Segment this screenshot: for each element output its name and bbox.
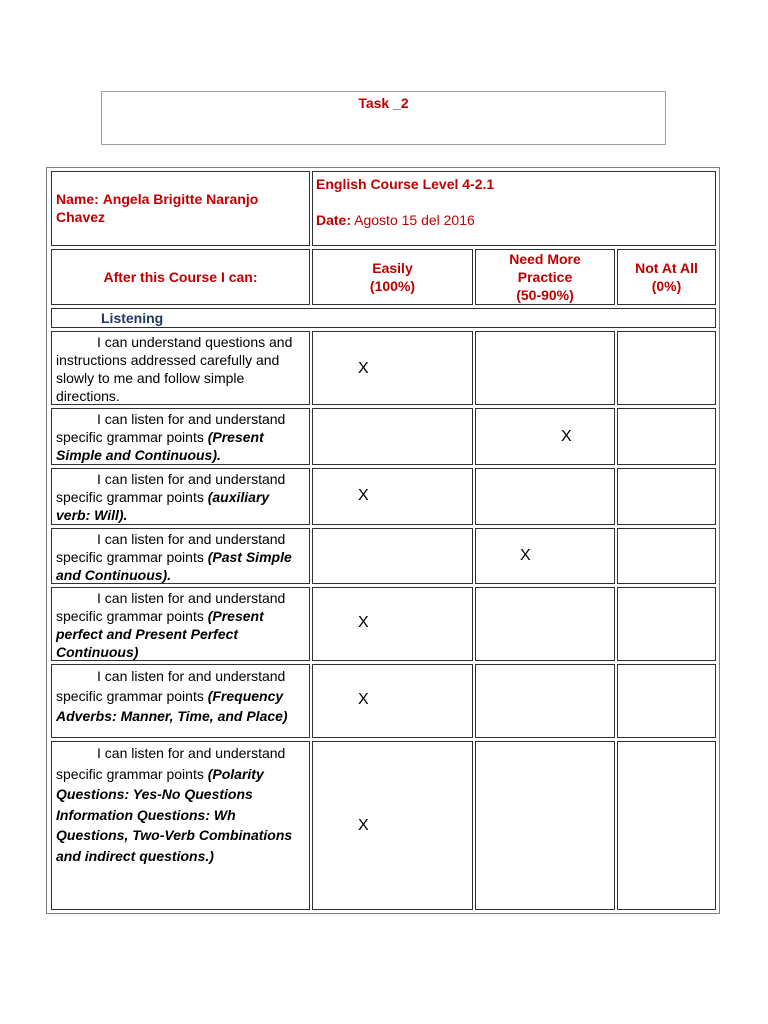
check-mark: X [358,691,369,708]
course-info-cell [312,171,716,246]
check-mark: X [561,428,572,445]
task-title: Task _2 [358,95,409,111]
date-label: Date: [316,212,352,228]
section-listening-row [51,308,716,328]
table-row-not-at-all [617,331,716,405]
column-header-need-more-practice: Need More Practice (50-90%) [475,249,615,305]
table-row-practice [475,468,615,525]
check-mark: X [358,614,369,631]
table-row-description: I can understand questions and instructions addressed carefully and slowly to me and follow simple directions. [51,331,310,405]
table-row-description: I can listen for and understand specific grammar points (auxiliary verb: Will). [51,468,310,525]
table-row-not-at-all [617,664,716,738]
column-header-can: After this Course I can: [51,249,310,305]
check-mark: X [520,547,531,564]
date-line [316,211,711,229]
self-assessment-table [46,167,720,914]
table-row-easily [312,408,473,465]
table-row-not-at-all [617,741,716,910]
section-listening-label: Listening [101,310,164,326]
table-row-practice [475,528,615,584]
table-row-description: I can listen for and understand specific grammar points (Frequency Adverbs: Manner, Time, and Place) [51,664,310,738]
name-label: Name: [56,191,99,207]
table-row-practice [475,587,615,661]
student-name-cell [51,171,310,246]
column-header-easily: Easily (100%) [312,249,473,305]
task-box [101,91,666,145]
table-row-practice [475,664,615,738]
table-row-easily [312,741,473,910]
table-row-practice [475,408,615,465]
table-row-easily [312,331,473,405]
table-row-easily [312,528,473,584]
check-mark: X [358,360,369,377]
table-row-not-at-all [617,587,716,661]
table-row-easily [312,587,473,661]
table-row-easily [312,468,473,525]
table-row-not-at-all [617,528,716,584]
table-row-description: I can listen for and understand specific grammar points (Present Simple and Continuous). [51,408,310,465]
date-value: Agosto 15 del 2016 [354,212,475,228]
table-row-easily [312,664,473,738]
table-row-practice [475,741,615,910]
check-mark: X [358,817,369,834]
table-row-practice [475,331,615,405]
table-row-description: I can listen for and understand specific grammar points (Present perfect and Present Perfect Continuous) [51,587,310,661]
table-row-not-at-all [617,468,716,525]
table-row-description: I can listen for and understand specific grammar points (Polarity Questions: Yes-No Questions Information Questions: Wh Questions, Two-Verb Combinations and indirect questions.) [51,741,310,910]
check-mark: X [358,487,369,504]
column-header-not-at-all: Not At All (0%) [617,249,716,305]
name-value: Angela Brigitte Naranjo Chavez [56,191,259,225]
course-title: English Course Level 4-2.1 [316,176,495,192]
table-row-not-at-all [617,408,716,465]
table-row-description: I can listen for and understand specific grammar points (Past Simple and Continuous). [51,528,310,584]
